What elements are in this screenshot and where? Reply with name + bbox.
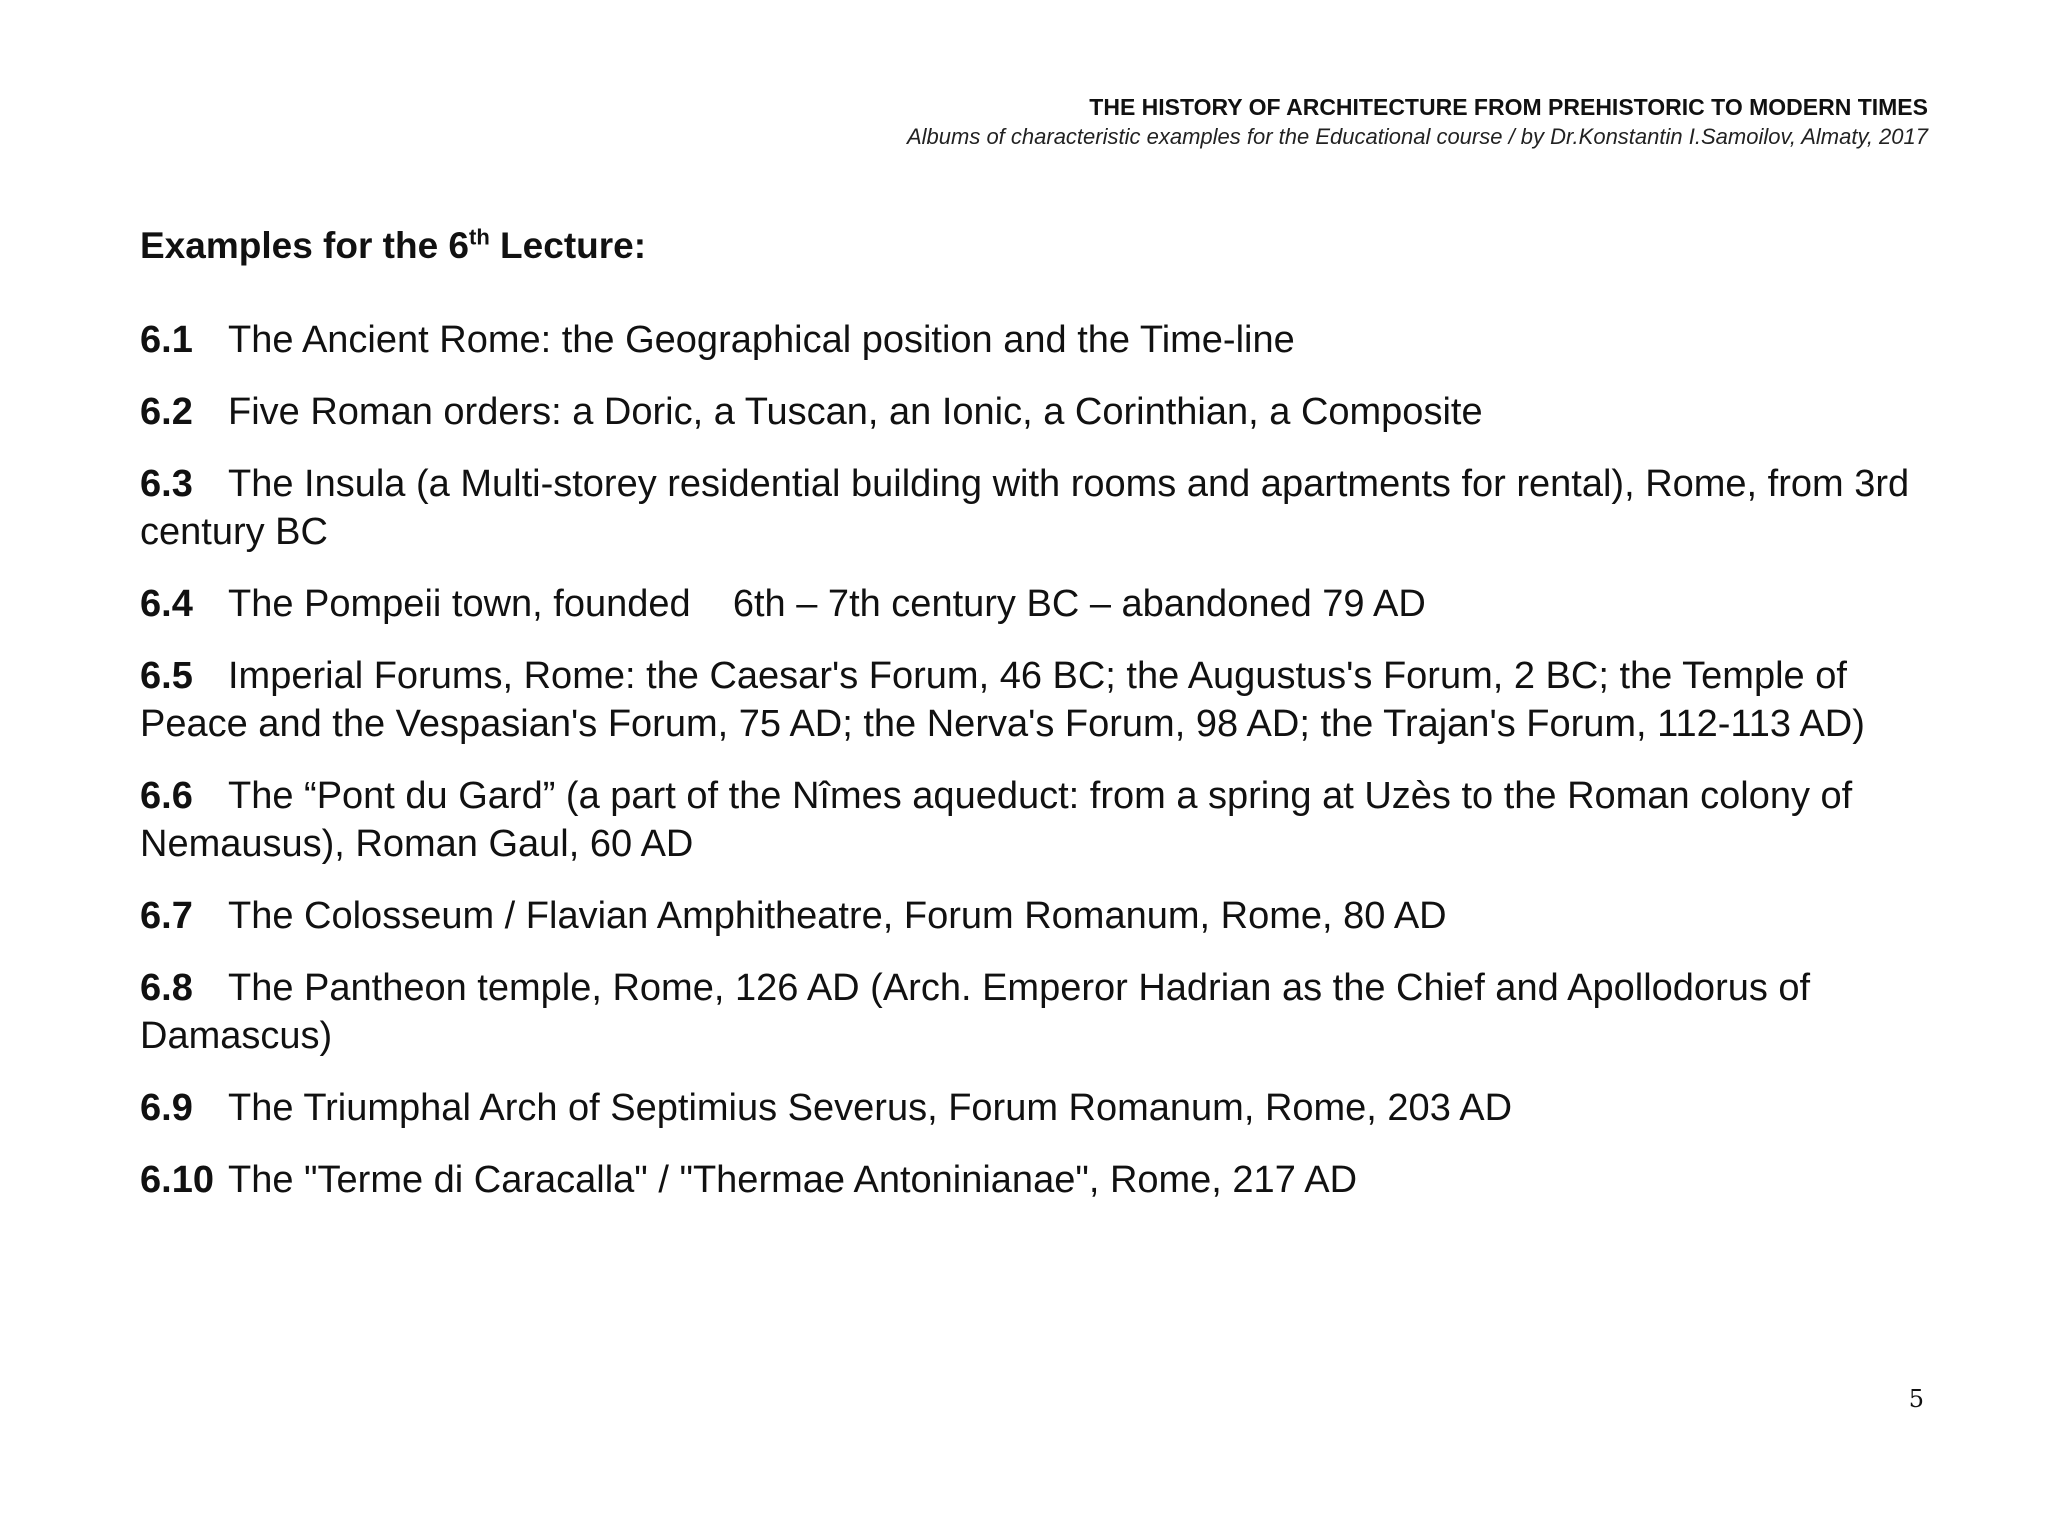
example-number: 6.1 — [140, 319, 193, 361]
example-item — [140, 1156, 1920, 1204]
example-item — [140, 580, 1920, 628]
example-item — [140, 1084, 1920, 1132]
page-header — [528, 92, 1928, 152]
example-item — [140, 892, 1920, 940]
heading-text-start: Examples for the 6 — [140, 225, 470, 266]
example-text: The Colosseum / Flavian Amphitheatre, Forum Romanum, Rome, 80 AD — [228, 895, 1447, 937]
example-text: The Ancient Rome: the Geographical position and the Time-line — [228, 319, 1295, 361]
example-item — [140, 388, 1920, 436]
example-number: 6.7 — [140, 895, 193, 937]
example-number: 6.2 — [140, 391, 193, 433]
example-text: The Insula (a Multi-storey residential building with rooms and apartments for rental), Rome, from 3rd century BC — [140, 463, 1910, 553]
example-number: 6.3 — [140, 463, 193, 505]
examples-list — [140, 316, 1920, 1228]
example-item — [140, 964, 1920, 1060]
example-number: 6.9 — [140, 1087, 193, 1129]
page-number: 5 — [1908, 1385, 1924, 1413]
example-item — [140, 316, 1920, 364]
lecture-heading — [140, 216, 646, 276]
example-item — [140, 460, 1920, 556]
example-number: 6.4 — [140, 583, 193, 625]
example-item — [140, 772, 1920, 868]
example-number: 6.8 — [140, 967, 193, 1009]
heading-ordinal-suffix: th — [469, 224, 490, 250]
document-title: THE HISTORY OF ARCHITECTURE FROM PREHISTORIC TO MODERN TIMES — [1089, 94, 1928, 120]
example-text: Imperial Forums, Rome: the Caesar's Forum, 46 BC; the Augustus's Forum, 2 BC; the Temple of Peace and the Vespasian's Forum, 75 AD; the Nerva's Forum, 98 AD; the Trajan's Forum, 112-113 AD) — [140, 655, 1865, 745]
example-number: 6.6 — [140, 775, 193, 817]
example-number: 6.5 — [140, 655, 193, 697]
example-number: 6.10 — [140, 1159, 214, 1201]
example-text: The "Terme di Caracalla" / "Thermae Antoninianae", Rome, 217 AD — [228, 1159, 1358, 1201]
heading-text-end: Lecture: — [489, 225, 647, 266]
document-subtitle: Albums of characteristic examples for the Educational course / by Dr.Konstantin I.Samoilov, Almaty, 2017 — [906, 124, 1928, 149]
example-item — [140, 652, 1920, 748]
example-text: The Triumphal Arch of Septimius Severus, Forum Romanum, Rome, 203 AD — [228, 1087, 1513, 1129]
example-text: Five Roman orders: a Doric, a Tuscan, an Ionic, a Corinthian, a Composite — [228, 391, 1483, 433]
example-text: The “Pont du Gard” (a part of the Nîmes aqueduct: from a spring at Uzès to the Roman colony of Nemausus), Roman Gaul, 60 AD — [140, 775, 1853, 865]
example-text: The Pantheon temple, Rome, 126 AD (Arch. Emperor Hadrian as the Chief and Apollodorus of Damascus) — [140, 967, 1811, 1057]
example-text: The Pompeii town, founded 6th – 7th century BC – abandoned 79 AD — [228, 583, 1426, 625]
